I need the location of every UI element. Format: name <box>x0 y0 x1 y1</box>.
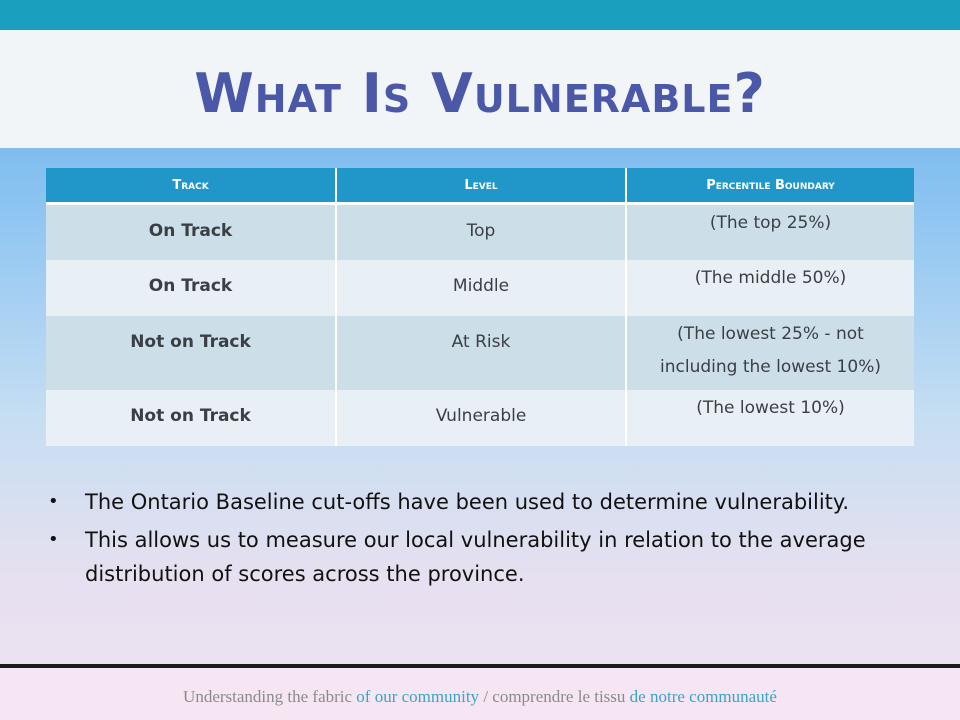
table-row <box>46 260 914 316</box>
footer-text-2: of our community <box>356 687 480 706</box>
header-level: Level <box>336 168 626 204</box>
cell-track: Not on Track <box>46 390 336 446</box>
table-row <box>46 316 914 390</box>
track-table <box>46 168 914 446</box>
cell-level: Top <box>336 204 626 260</box>
footer-text-1: Understanding the fabric <box>183 687 357 706</box>
bullet-dot-icon: • <box>48 529 59 550</box>
boundary-line: including the lowest 10%) <box>660 356 881 377</box>
boundary-line: (The lowest 25% - not <box>677 323 864 344</box>
title-band <box>0 30 960 148</box>
table-row <box>46 204 914 260</box>
top-stripe <box>0 0 960 30</box>
cell-boundary <box>626 204 914 260</box>
bullet-dot-icon: • <box>48 491 59 512</box>
cell-level: Vulnerable <box>336 390 626 446</box>
bullet-item <box>48 523 908 591</box>
cell-track: On Track <box>46 260 336 316</box>
boundary-line: (The lowest 10%) <box>696 397 845 418</box>
cell-boundary <box>626 390 914 446</box>
bullet-item <box>48 485 908 519</box>
footer-text-4: de notre communauté <box>629 687 777 706</box>
cell-boundary <box>626 316 914 390</box>
slide-title: What Is Vulnerable? <box>194 61 766 125</box>
boundary-line: (The top 25%) <box>709 213 832 233</box>
cell-level: At Risk <box>336 316 626 390</box>
cell-level: Middle <box>336 260 626 316</box>
footer <box>0 668 960 720</box>
cell-track: On Track <box>46 204 336 260</box>
header-track: Track <box>46 168 336 204</box>
footer-text-3: / comprendre le tissu <box>479 687 630 706</box>
bullet-list <box>48 485 908 595</box>
bullet-text: This allows us to measure our local vulnerability in relation to the average distribution of scores across the province. <box>85 528 866 586</box>
boundary-line: (The middle 50%) <box>694 267 847 288</box>
cell-track: Not on Track <box>46 316 336 390</box>
header-percentile-boundary: Percentile Boundary <box>626 168 914 204</box>
table-header-row <box>46 168 914 204</box>
bullet-text: The Ontario Baseline cut-offs have been used to determine vulnerability. <box>85 490 849 514</box>
cell-boundary <box>626 260 914 316</box>
table-row <box>46 390 914 446</box>
